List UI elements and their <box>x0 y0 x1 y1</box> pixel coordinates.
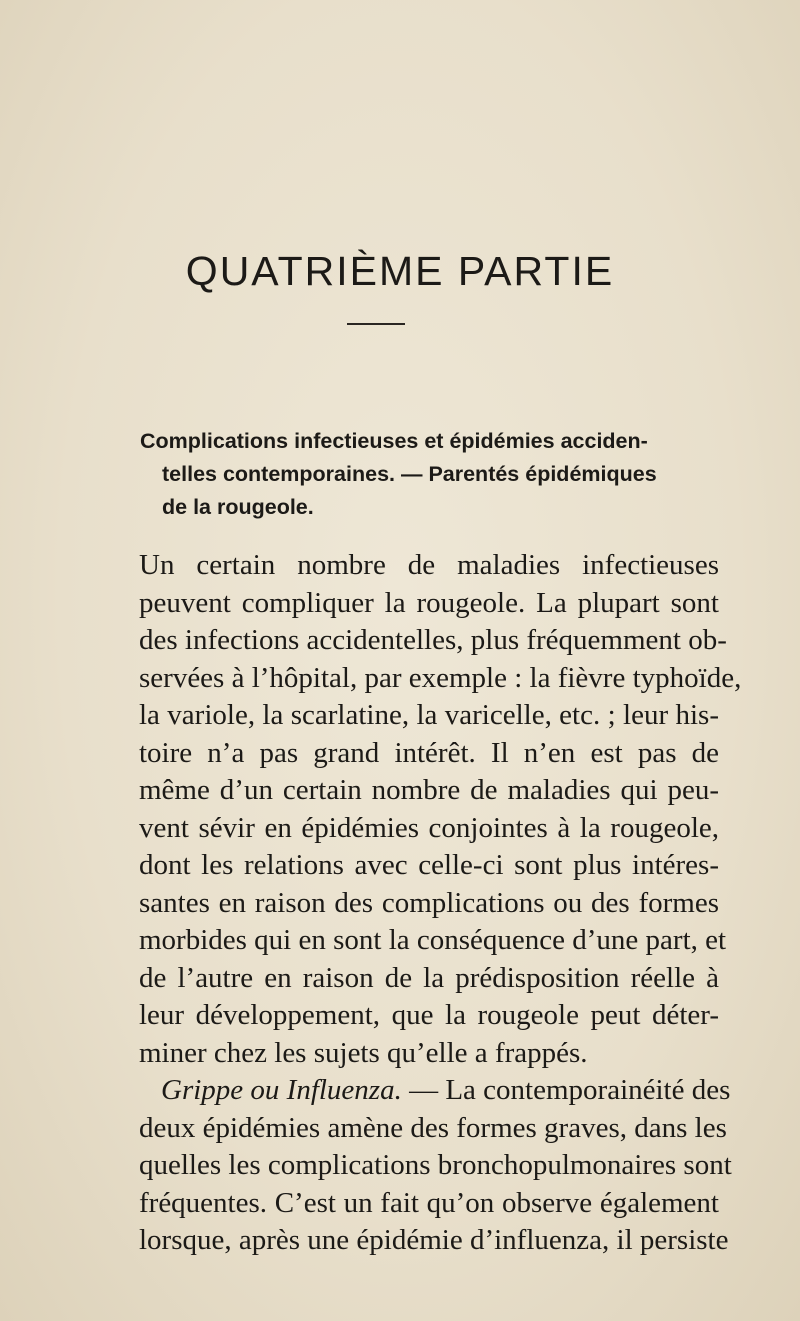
grippe-paragraph-first-line <box>139 1072 731 1110</box>
body-line: même d’un certain nombre de maladies qui peu- <box>139 774 719 806</box>
body-line: leur développement, que la rougeole peut déter- <box>139 999 719 1031</box>
body-line: lorsque, après une épidémie d’influenza, il persiste <box>139 1224 729 1256</box>
body-line: vent sévir en épidémies conjointes à la rougeole, <box>139 811 719 844</box>
body-line: dont les relations avec celle-ci sont plus intéres- <box>139 849 719 881</box>
body-line: des infections accidentelles, plus fréquemment ob- <box>139 624 727 656</box>
body-line: de l’autre en raison de la prédisposition réelle à <box>139 961 719 994</box>
body-line: Un certain nombre de maladies infectieuses <box>139 549 719 581</box>
body-line: la variole, la scarlatine, la varicelle, etc. ; leur his- <box>139 699 719 731</box>
body-line: servées à l’hôpital, par exemple : la fièvre typhoïde, <box>139 661 742 694</box>
body-line: quelles les complications bronchopulmonaires sont <box>139 1149 732 1181</box>
subtitle-line: de la rougeole. <box>162 495 314 519</box>
part-title: QUATRIÈME PARTIE <box>185 248 615 294</box>
section-subtitle <box>140 425 710 524</box>
title-divider <box>347 323 405 325</box>
subtitle-line: Complications infectieuses et épidémies acciden- <box>140 429 648 453</box>
body-paragraphs <box>139 547 742 1260</box>
body-line: fréquentes. C’est un fait qu’on observe également <box>139 1186 719 1219</box>
grippe-heading: Grippe ou Influenza. <box>161 1074 402 1106</box>
body-line: miner chez les sujets qu’elle a frappés. <box>139 1036 588 1069</box>
body-line: toire n’a pas grand intérêt. Il n’en est pas de <box>139 736 719 769</box>
body-line: peuvent compliquer la rougeole. La plupart sont <box>139 586 719 619</box>
grippe-first-line-rest: — La contemporainéité des <box>401 1074 731 1106</box>
body-line: deux épidémies amène des formes graves, dans les <box>139 1111 727 1144</box>
body-line: santes en raison des complications ou des formes <box>139 886 719 919</box>
subtitle-line: telles contemporaines. — Parentés épidémiques <box>162 462 657 486</box>
body-line: morbides qui en sont la conséquence d’une part, et <box>139 924 727 956</box>
